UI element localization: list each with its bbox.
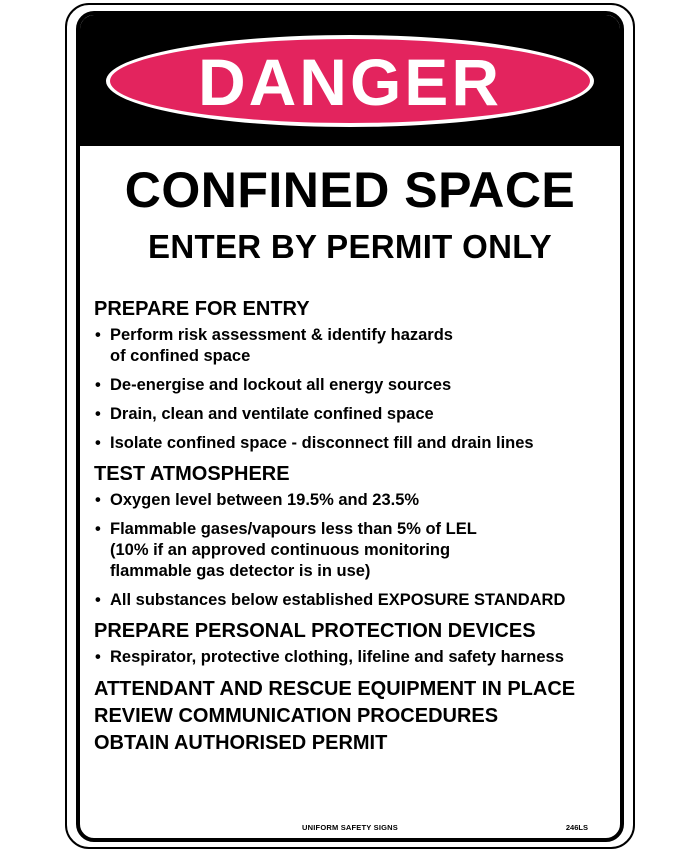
sign-subtitle: ENTER BY PERMIT ONLY	[148, 228, 552, 265]
safety-sign	[76, 11, 624, 842]
bullet-item: • Oxygen level between 19.5% and 23.5%	[94, 490, 624, 511]
bullet-list	[94, 325, 624, 454]
final-line: OBTAIN AUTHORISED PERMIT	[94, 732, 388, 754]
product-code: 246LS	[565, 823, 588, 832]
instructions-block	[94, 297, 624, 757]
bullet-item: • De-energise and lockout all energy sources	[94, 375, 624, 396]
bullet-item: • Flammable gases/vapours less than 5% of LEL (10% if an approved continuous monitoring flammable gas detector is in use)	[94, 519, 624, 582]
final-line: ATTENDANT AND RESCUE EQUIPMENT IN PLACE	[94, 678, 576, 700]
section-protection-devices	[94, 619, 624, 668]
final-requirements	[94, 676, 624, 757]
section-heading: PREPARE PERSONAL PROTECTION DEVICES	[94, 620, 536, 642]
section-heading: TEST ATMOSPHERE	[94, 463, 290, 485]
manufacturer-label: UNIFORM SAFETY SIGNS	[302, 823, 398, 832]
bullet-item: • All substances below established EXPOSURE STANDARD	[94, 590, 624, 611]
bullet-item: • Drain, clean and ventilate confined space	[94, 404, 624, 425]
bullet-item: • Perform risk assessment & identify hazards of confined space	[94, 325, 624, 367]
danger-header-band	[80, 15, 620, 146]
signal-word: DANGER	[197, 45, 502, 119]
bullet-list	[94, 647, 624, 668]
section-prepare-entry	[94, 297, 624, 454]
section-test-atmosphere	[94, 462, 624, 611]
final-line: REVIEW COMMUNICATION PROCEDURES	[94, 705, 499, 727]
bullet-list	[94, 490, 624, 611]
bullet-item: • Isolate confined space - disconnect fill and drain lines	[94, 433, 624, 454]
danger-oval	[106, 35, 594, 127]
sign-title: CONFINED SPACE	[124, 162, 576, 218]
bullet-item: • Respirator, protective clothing, lifeline and safety harness	[94, 647, 624, 668]
section-heading: PREPARE FOR ENTRY	[94, 298, 310, 320]
